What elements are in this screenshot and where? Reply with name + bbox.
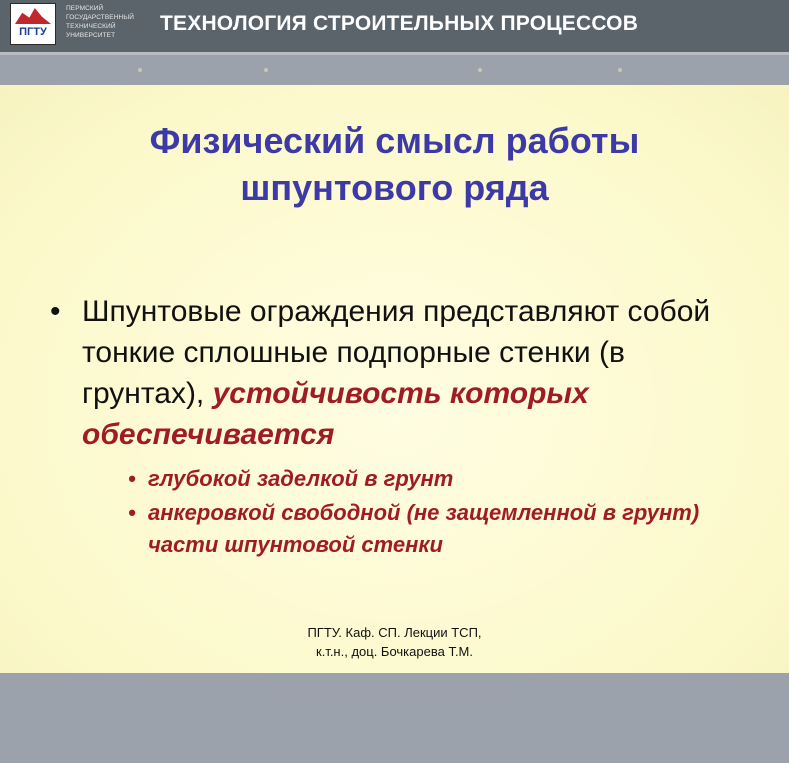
slide-title-line: шпунтового ряда bbox=[240, 167, 549, 208]
bullet-text-plain: Шпунтовые ограждения представляют собой тонкие сплошные подпорные стенки (в грунтах), bbox=[82, 295, 711, 410]
university-name-line: ПЕРМСКИЙ bbox=[66, 5, 104, 12]
dot-icon bbox=[478, 68, 482, 72]
author-footer bbox=[0, 623, 789, 661]
dot-icon bbox=[264, 68, 268, 72]
dot-icon bbox=[138, 68, 142, 72]
bullet-icon: • bbox=[128, 500, 136, 525]
bullet-text-emphasis: устойчивость которых обеспечивается bbox=[82, 377, 589, 451]
list-item-text: глубокой заделкой в грунт bbox=[148, 466, 454, 491]
slide-content bbox=[0, 85, 789, 673]
list-item bbox=[128, 497, 748, 561]
sub-bullet-list bbox=[128, 463, 748, 563]
list-item bbox=[128, 463, 748, 495]
bullet-text bbox=[82, 291, 750, 455]
logo-text: ПГТУ bbox=[19, 26, 47, 38]
university-name bbox=[66, 4, 150, 40]
university-name-line: ТЕХНИЧЕСКИЙ bbox=[66, 23, 116, 30]
bullet-icon: • bbox=[128, 466, 136, 491]
footer-line: к.т.н., доц. Бочкарева Т.М. bbox=[316, 644, 473, 659]
main-bullet bbox=[50, 291, 750, 455]
university-logo bbox=[10, 3, 56, 45]
university-name-line: ГОСУДАРСТВЕННЫЙ bbox=[66, 14, 134, 21]
dot-icon bbox=[618, 68, 622, 72]
bullet-icon: • bbox=[50, 295, 61, 328]
list-item-text: анкеровкой свободной (не защемленной в грунт) части шпунтовой стенки bbox=[148, 500, 700, 557]
bottom-band bbox=[0, 673, 789, 763]
course-title: ТЕХНОЛОГИЯ СТРОИТЕЛЬНЫХ ПРОЦЕССОВ bbox=[160, 12, 639, 35]
slide-title-line: Физический смысл работы bbox=[149, 120, 640, 161]
header-bar bbox=[0, 0, 789, 55]
university-name-line: УНИВЕРСИТЕТ bbox=[66, 32, 116, 39]
slide-title bbox=[0, 117, 789, 211]
logo-emblem-icon bbox=[15, 8, 51, 24]
footer-line: ПГТУ. Каф. СП. Лекции ТСП, bbox=[307, 625, 482, 640]
decorative-dots bbox=[0, 68, 789, 76]
